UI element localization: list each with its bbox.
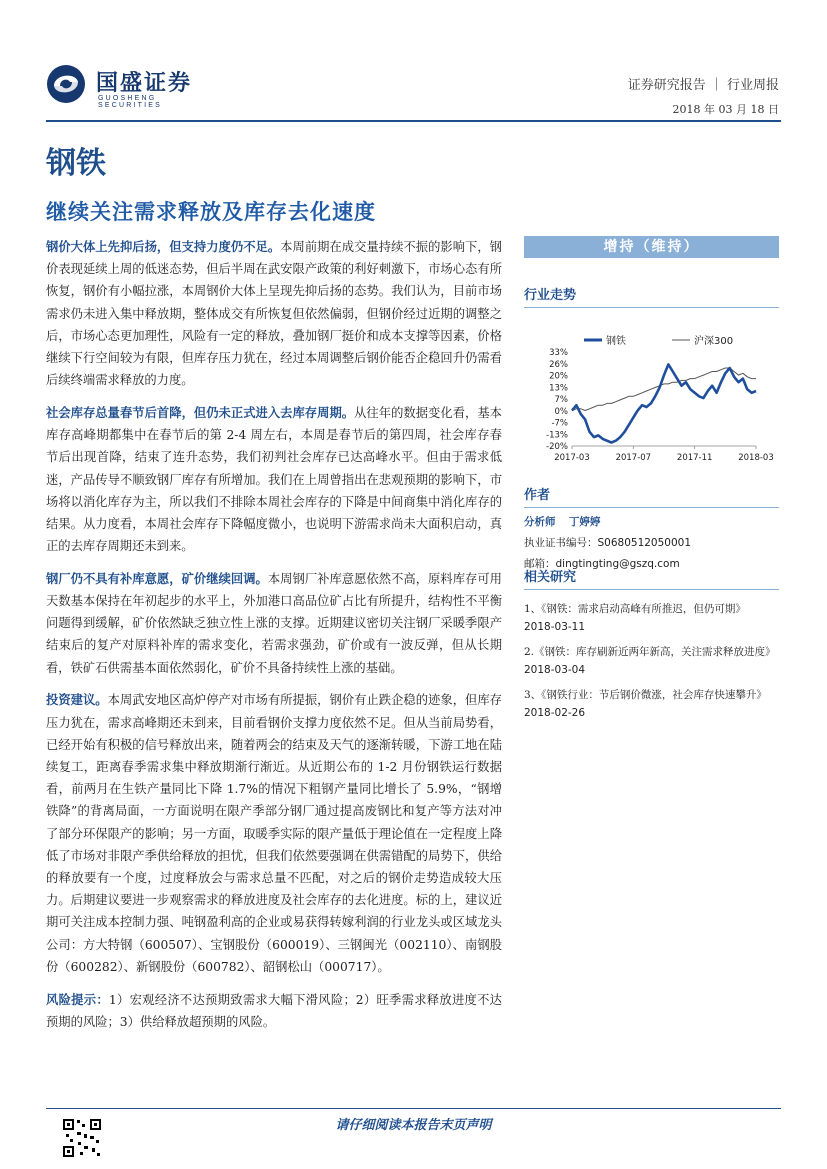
certificate-label: 执业证书编号：	[524, 537, 598, 549]
paragraph-text: 从往年的数据变化看，基本库存高峰期都集中在春节后的第 2-4 周左右，本周是春节后的第四周，社会库存春节后出现首降，结束了连升态势，我们初判社会库存已达高峰水平。但由于需求低迷，产品传导不顺致钢厂库存有所增加。我们在上周曾指出在悲观预期的影响下，市场将以消化库存为主，所以我们不排除本周社会库存的下降是中间商集中消化库存的结果。从力度看，本周社会库存下降幅度微小，也说明下游需求尚未大面积启动，真正的去库存周期还未到来。	[46, 405, 502, 554]
related-report-link[interactable]: 3、《钢铁行业：节后钢价微涨，社会库存快速攀升》	[524, 689, 767, 701]
y-tick-label: 0%	[554, 406, 568, 417]
analyst-section	[524, 484, 779, 571]
x-tick-label: 2017-07	[615, 453, 652, 463]
footer-divider	[46, 1108, 781, 1109]
paragraph-text: 本周前期在成交量持续不振的影响下，钢价表现延续上周的低迷态势，但后半周在武安限产政策的利好刺激下，市场心态有所恢复，钢价有小幅拉涨，本周钢价大体上呈现先抑后扬的态势。我们认为，目前市场需求仍未进入集中释放期，整体成交有所恢复但依然偏弱，但钢价经过近期的调整之后，市场心态更加理性，风险有一定的释放，叠加钢厂挺价和成本支撑等因素，价格继续下行空间较为有限，但库存压力犹在，经过本周调整后钢价能否企稳回升仍需看后续终端需求释放的力度。	[46, 240, 502, 388]
x-tick-label: 2017-11	[676, 453, 713, 463]
header-meta	[628, 74, 779, 117]
analyst-role: 分析师	[524, 516, 556, 528]
paragraph-lead: 投资建议。	[46, 692, 108, 708]
x-tick-label: 2018-03	[738, 453, 774, 463]
y-tick-label: -13%	[546, 430, 568, 441]
paragraph-lead: 钢价大体上先抑后扬，但支持力度仍不足。	[46, 239, 281, 254]
trend-section-title: 行业走势	[524, 284, 779, 308]
analyst-name: 丁婷婷	[568, 516, 601, 528]
sidebar	[524, 236, 779, 308]
sector-title: 钢铁	[46, 146, 106, 181]
y-tick-label: -7%	[551, 418, 568, 429]
related-report-date: 2018-03-04	[524, 664, 586, 676]
email-label: 邮箱：	[524, 558, 556, 570]
y-tick-label: 13%	[549, 383, 568, 394]
y-tick-label: 20%	[549, 371, 568, 382]
report-type: 证券研究报告 ｜ 行业周报	[627, 78, 779, 93]
rating-badge: 增持（维持）	[524, 236, 779, 258]
email-link[interactable]: dingtingting@gszq.com	[555, 558, 680, 570]
paragraph-lead: 风险提示：	[46, 991, 109, 1007]
logo-chinese-name: 国盛证券	[96, 71, 193, 96]
related-report-link[interactable]: 2.《钢铁：库存刷新近两年新高，关注需求释放进度》	[524, 646, 776, 658]
paragraph-lead: 钢厂仍不具有补库意愿，矿价继续回调。	[46, 570, 268, 586]
paragraph-risk	[46, 989, 502, 1033]
header-divider	[46, 120, 781, 122]
paragraph-lead: 社会库存总量春节后首降，但仍未正式进入去库存周期。	[46, 404, 355, 420]
paragraph-inventory	[46, 402, 502, 557]
paragraph-text: 本周武安地区高炉停产对市场有所提振，钢价有止跌企稳的迹象，但库存压力犹在，需求高峰期还未到来，目前看钢价支撑力度依然不足。但从当前局势看，已经开始有积极的信号释放出来，随着两会的结束及天气的逐渐转暖，下游工地在陆续复工，距离春季需求集中释放期渐行渐近。从近期公布的 1-2 月份钢铁运行数据看，前两月在生铁产量同比下降 1.7%的情况下粗钢产量同比增长了 5.9%，“钢增铁降”的背离局面，一方面说明在限产季部分钢厂通过提高废钢比和复产等方法对冲了部分环保限产的影响；另一方面，取暖季实际的限产量低于理论值在一定程度上降低了市场对非限产季供给释放的担忧，但我们依然要强调在供需错配的局势下，供给的释放要有一个度，过度释放会与需求总量不匹配，对之后的钢价走势造成较大压力。后期建议要进一步观察需求的释放进度及社会库存的去化进度。标的上，建议近期可关注成本控制力强、吨钢盈利高的企业或易获得转嫁利润的行业龙头或区域龙头公司：方大特钢（600507）、宝钢股份（600019）、三钢闽光（002110）、南钢股份（600282）、新钢股份（600782）、韶钢松山（000717）。	[46, 693, 502, 974]
legend-label: 沪深300	[694, 336, 734, 347]
y-tick-label: 7%	[554, 395, 568, 405]
paragraph-ore	[46, 568, 502, 679]
industry-trend-chart	[524, 330, 779, 470]
y-tick-label: 26%	[549, 359, 568, 370]
paragraph-investment	[46, 689, 502, 978]
y-tick-label: -20%	[546, 442, 568, 452]
logo-mark-icon	[46, 64, 86, 104]
related-research-section	[524, 566, 779, 719]
paragraph-price	[46, 236, 502, 391]
related-section-title: 相关研究	[524, 566, 779, 590]
analyst-section-title: 作者	[524, 484, 779, 508]
x-tick-label: 2017-03	[554, 453, 590, 463]
paragraph-text: 1）宏观经济不达预期致需求大幅下滑风险；2）旺季需求释放进度不达预期的风险；3）供给释放超预期的风险。	[46, 992, 502, 1029]
y-tick-label: 33%	[549, 348, 568, 358]
report-date: 2018 年 03 月 18 日	[672, 103, 779, 116]
related-report-date: 2018-02-26	[524, 707, 586, 719]
analyst-line	[524, 514, 779, 529]
certificate-number: S0680512050001	[597, 537, 692, 549]
legend-label: 钢铁	[606, 336, 626, 347]
company-logo	[46, 64, 216, 108]
certificate-line	[524, 535, 779, 550]
related-report-date: 2018-03-11	[524, 621, 586, 633]
series-line-steel	[572, 364, 756, 442]
related-report-link[interactable]: 1、《钢铁：需求启动高峰有所推迟，但仍可期》	[524, 603, 746, 615]
footer-disclaimer: 请仔细阅读本报告末页声明	[335, 1118, 492, 1133]
report-headline: 继续关注需求释放及库存去化速度	[46, 199, 376, 224]
logo-english-name: GUOSHENG SECURITIES	[98, 95, 163, 109]
report-body	[46, 236, 502, 1043]
paragraph-text: 本周钢厂补库意愿依然不高，原料库存可用天数基本保持在年初起步的水平上，外加港口高品位矿占比有所提升，结构性不平衡问题得到缓解，矿价依然缺乏独立性上涨的支撑。近期建议密切关注钢厂采暖季限产结束后的复产对原料补库的需求变化，若需求强劲，矿价或有一波反弹，但从长期看，铁矿石供需基本面依然弱化，矿价不具备持续性上涨的基础。	[46, 571, 502, 675]
trend-chart-svg	[524, 330, 779, 470]
